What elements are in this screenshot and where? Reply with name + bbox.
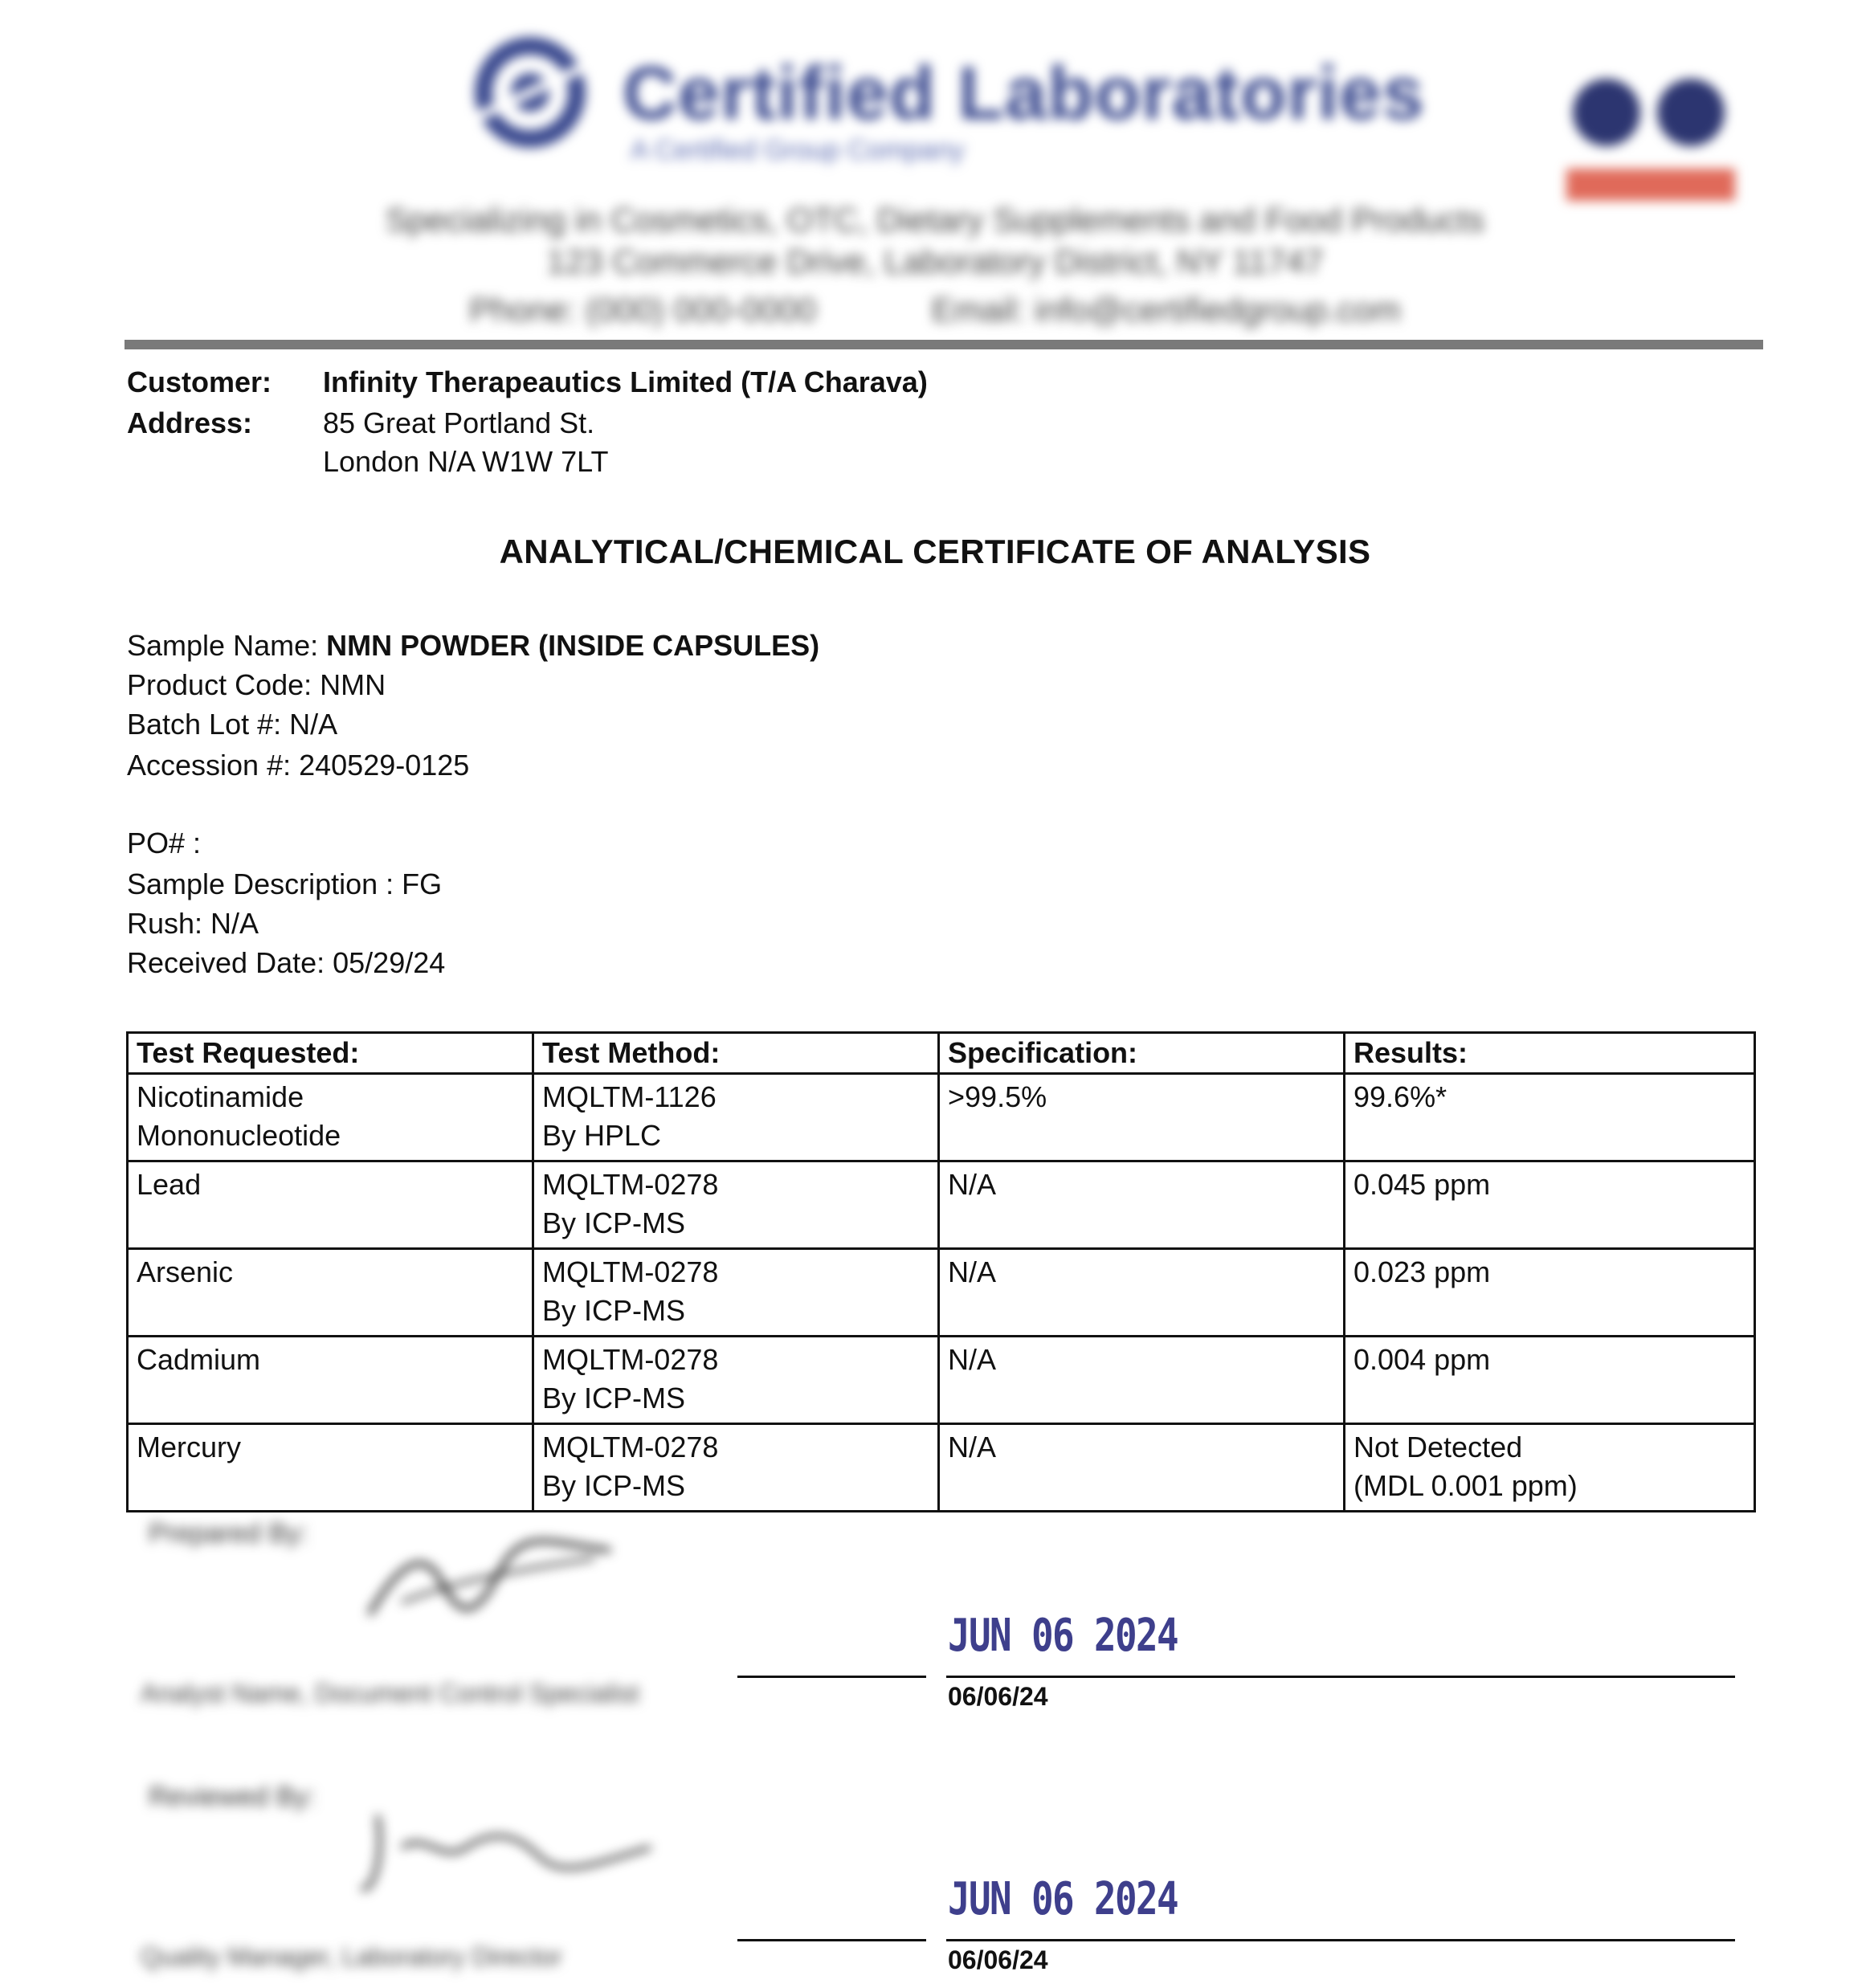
cell-line: 0.023 ppm	[1354, 1255, 1491, 1288]
cell-method	[533, 1424, 939, 1512]
lab-tagline: A Certified Group Company	[631, 135, 965, 165]
table-header-row	[128, 1033, 1755, 1074]
sample-name-label: Sample Name:	[127, 629, 327, 662]
lab-name: Certified Laboratories	[623, 51, 1425, 135]
certificate-title: ANALYTICAL/CHEMICAL CERTIFICATE OF ANALYSIS	[499, 533, 1371, 570]
cell-line: 0.045 ppm	[1354, 1168, 1491, 1201]
cell-line: MQLTM-0278	[542, 1255, 719, 1288]
product-code: Product Code: NMN	[127, 668, 386, 701]
cell-line: 99.6%*	[1354, 1080, 1447, 1113]
cell-spec: N/A	[939, 1337, 1345, 1424]
cell-spec: N/A	[939, 1424, 1345, 1512]
table-row	[128, 1249, 1755, 1337]
customer-label: Customer:	[127, 365, 272, 398]
cell-line: Not Detected	[1354, 1431, 1523, 1463]
cell-spec: N/A	[939, 1161, 1345, 1249]
sample-name-line	[127, 629, 819, 663]
cell-method	[533, 1074, 939, 1161]
cell-method	[533, 1161, 939, 1249]
signature-2-handwriting-icon	[353, 1799, 659, 1904]
cell-line: Nicotinamide	[137, 1080, 304, 1113]
letterhead-divider	[125, 340, 1763, 349]
signature-1-date: 06/06/24	[948, 1682, 1048, 1711]
cell-line: By HPLC	[542, 1119, 662, 1152]
cell-method	[533, 1337, 939, 1424]
accreditation-badge-icon	[1542, 40, 1759, 217]
cell-result	[1345, 1337, 1755, 1424]
cell-line: Arsenic	[137, 1255, 234, 1288]
sample-name-value: NMN POWDER (INSIDE CAPSULES)	[326, 629, 820, 662]
table-row	[128, 1424, 1755, 1512]
cell-method	[533, 1249, 939, 1337]
cell-line: By ICP-MS	[542, 1469, 686, 1502]
cell-result	[1345, 1161, 1755, 1249]
header-results: Results:	[1345, 1033, 1755, 1074]
cell-line: MQLTM-0278	[542, 1431, 719, 1463]
signature-1-date-stamp: JUN 06 2024	[948, 1610, 1178, 1662]
cell-result	[1345, 1074, 1755, 1161]
cell-test	[128, 1074, 533, 1161]
received-date: Received Date: 05/29/24	[127, 946, 446, 979]
table-row	[128, 1161, 1755, 1249]
cell-spec: >99.5%	[939, 1074, 1345, 1161]
cell-line: Mononucleotide	[137, 1119, 341, 1152]
signature-1-name-title: Analyst Name, Document Control Specialist	[141, 1679, 639, 1708]
cell-test	[128, 1249, 533, 1337]
cell-line: By ICP-MS	[542, 1294, 686, 1327]
letterhead	[0, 0, 1870, 353]
signature-2-name-title: Quality Manager, Laboratory Director	[141, 1942, 562, 1971]
sample-description: Sample Description : FG	[127, 867, 443, 900]
cell-line: By ICP-MS	[542, 1382, 686, 1414]
cell-line: MQLTM-0278	[542, 1343, 719, 1376]
letterhead-specialty: Specializing in Cosmetics, OTC, Dietary Supplements and Food Products	[386, 201, 1484, 239]
letterhead-phone: Phone: (000) 000-0000	[469, 291, 817, 329]
batch-lot: Batch Lot #: N/A	[127, 708, 338, 741]
cell-line: (MDL 0.001 ppm)	[1354, 1469, 1578, 1502]
rush-status: Rush: N/A	[127, 907, 259, 940]
address-label: Address:	[127, 406, 253, 439]
cell-result	[1345, 1424, 1755, 1512]
signature-1-label: Prepared By:	[149, 1518, 308, 1549]
results-table	[126, 1031, 1756, 1512]
signature-2-label: Reviewed By:	[149, 1782, 316, 1812]
table-row	[128, 1337, 1755, 1424]
customer-name: Infinity Therapeautics Limited (T/A Charava)	[323, 365, 928, 398]
letterhead-email: Email: info@certifiedgroup.com	[931, 291, 1401, 329]
signature-1-handwriting-icon	[353, 1526, 627, 1631]
address-line-2: London N/A W1W 7LT	[323, 445, 609, 478]
letterhead-address: 123 Commerce Drive, Laboratory District, NY 11747	[546, 243, 1324, 280]
cell-spec: N/A	[939, 1249, 1345, 1337]
table-row	[128, 1074, 1755, 1161]
cell-test	[128, 1161, 533, 1249]
header-specification: Specification:	[939, 1033, 1345, 1074]
cell-line: MQLTM-1126	[542, 1080, 717, 1113]
header-test-method: Test Method:	[533, 1033, 939, 1074]
accession-number: Accession #: 240529-0125	[127, 749, 470, 782]
cell-test	[128, 1337, 533, 1424]
header-test-requested: Test Requested:	[128, 1033, 533, 1074]
address-line-1: 85 Great Portland St.	[323, 406, 595, 439]
cell-line: Lead	[137, 1168, 202, 1201]
cell-result	[1345, 1249, 1755, 1337]
cell-line: Mercury	[137, 1431, 242, 1463]
po-number: PO# :	[127, 827, 202, 859]
cell-line: By ICP-MS	[542, 1206, 686, 1239]
signature-2-date: 06/06/24	[948, 1945, 1048, 1974]
signature-2-line-left	[737, 1939, 926, 1941]
signature-1-line-left	[737, 1676, 926, 1678]
cell-line: Cadmium	[137, 1343, 261, 1376]
cell-line: 0.004 ppm	[1354, 1343, 1491, 1376]
signature-2-line-right	[946, 1939, 1735, 1941]
letterhead-contact	[0, 291, 1870, 329]
cell-test	[128, 1424, 533, 1512]
lab-logo-icon	[454, 32, 606, 153]
signature-2-date-stamp: JUN 06 2024	[948, 1873, 1178, 1925]
cell-line: MQLTM-0278	[542, 1168, 719, 1201]
signature-1-line-right	[946, 1676, 1735, 1678]
